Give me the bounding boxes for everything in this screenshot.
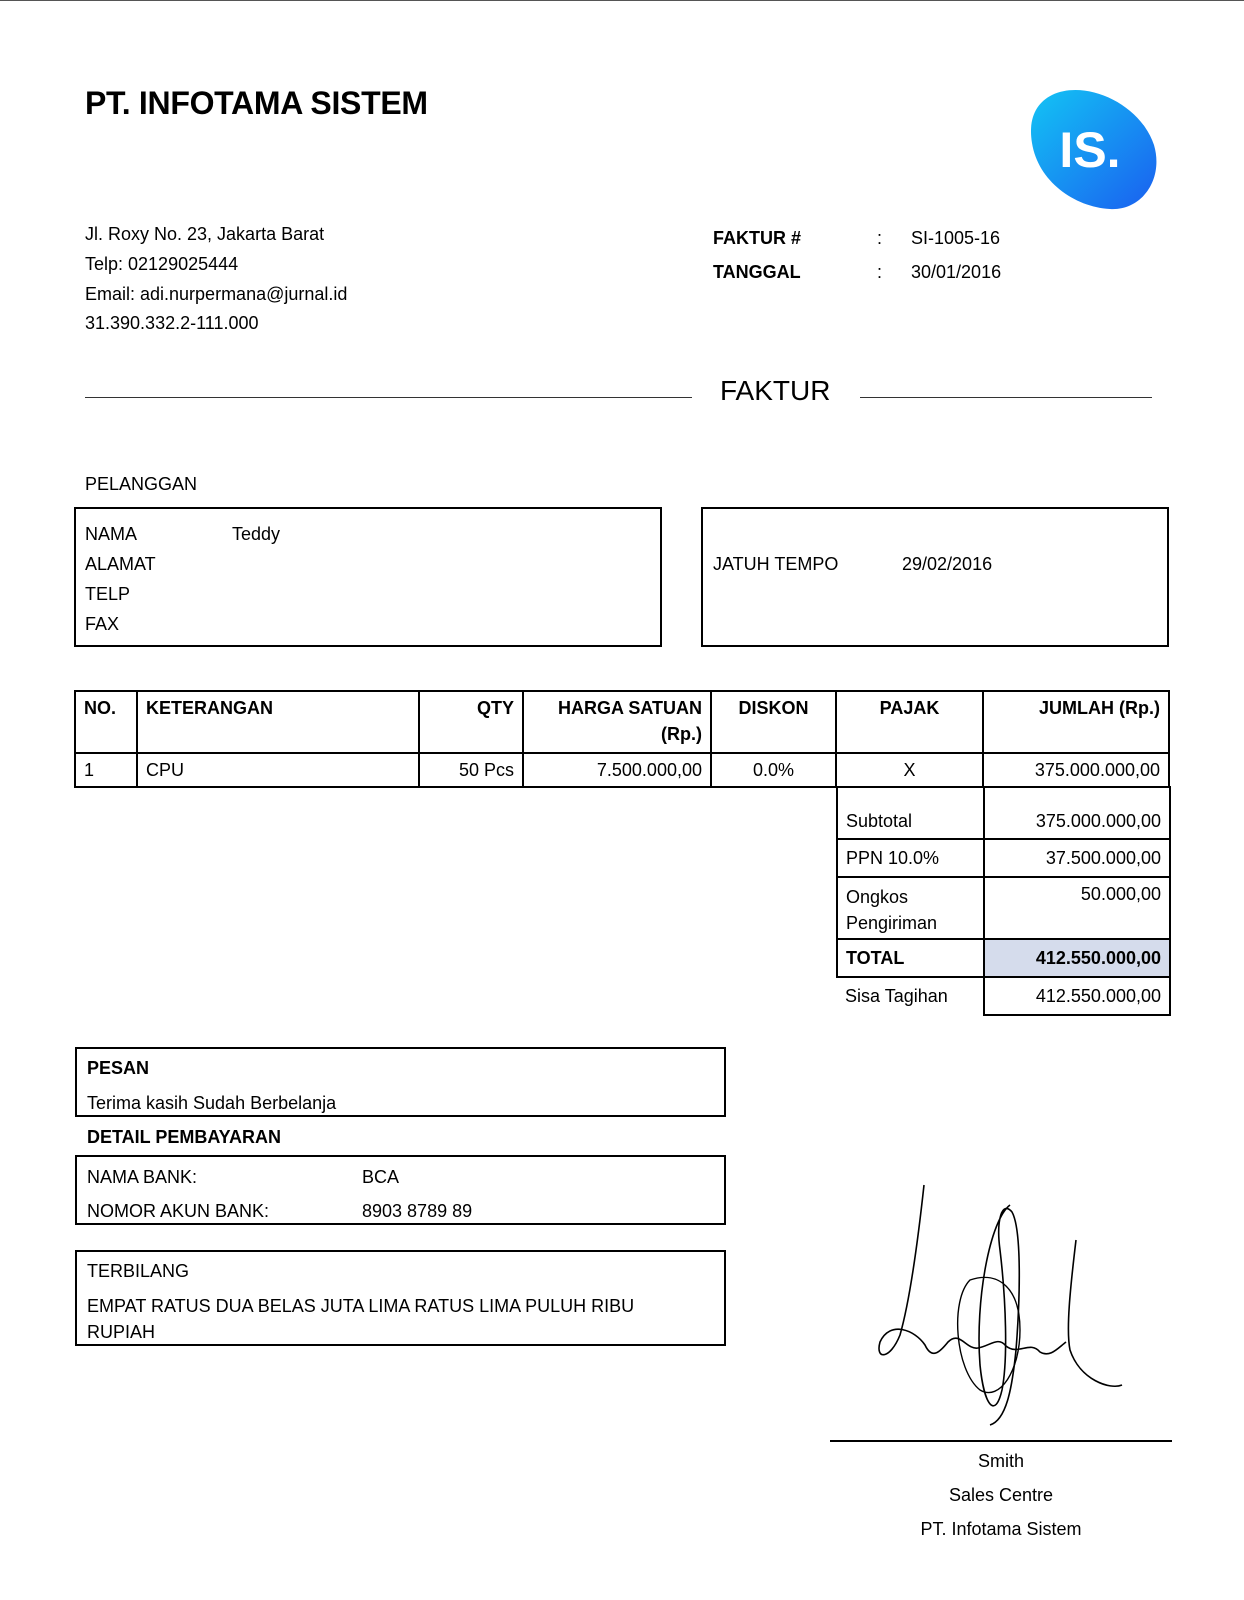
ppn-value: 37.500.000,00 xyxy=(984,839,1170,877)
shipping-row xyxy=(837,877,1170,939)
total-row xyxy=(837,939,1170,977)
customer-address-label: ALAMAT xyxy=(85,554,156,574)
invoice-date: 30/01/2016 xyxy=(911,262,1002,282)
balance-label: Sisa Tagihan xyxy=(837,977,984,1015)
title-line-right xyxy=(860,397,1152,398)
shipping-label: Ongkos Pengiriman xyxy=(837,877,984,939)
customer-section-label: PELANGGAN xyxy=(85,474,198,494)
due-date: 29/02/2016 xyxy=(902,554,993,574)
signatory-company: PT. Infotama Sistem xyxy=(920,1519,1082,1539)
cell-desc: CPU xyxy=(137,753,419,787)
col-header-amount: JUMLAH (Rp.) xyxy=(983,691,1169,753)
signature-line xyxy=(830,1440,1172,1442)
shipping-value: 50.000,00 xyxy=(984,877,1170,939)
subtotal-row xyxy=(837,787,1170,839)
company-address: Jl. Roxy No. 23, Jakarta Barat xyxy=(85,224,325,244)
col-header-tax: PAJAK xyxy=(836,691,983,753)
cell-discount: 0.0% xyxy=(711,753,836,787)
due-box xyxy=(701,507,1169,647)
logo-text: IS. xyxy=(1059,122,1121,178)
terbilang-box xyxy=(75,1250,726,1346)
col-header-no: NO. xyxy=(75,691,137,753)
invoice-number-label: FAKTUR # xyxy=(713,228,802,248)
total-value: 412.550.000,00 xyxy=(984,939,1170,977)
sep: : xyxy=(877,262,883,282)
company-email: Email: adi.nurpermana@jurnal.id xyxy=(85,284,348,304)
balance-value: 412.550.000,00 xyxy=(984,977,1170,1015)
sep: : xyxy=(877,228,883,248)
ppn-label: PPN 10.0% xyxy=(837,839,984,877)
document-title: FAKTUR xyxy=(720,375,831,406)
signature-image xyxy=(870,1180,1140,1435)
invoice-number: SI-1005-16 xyxy=(911,228,1001,248)
company-name: PT. INFOTAMA SISTEM xyxy=(85,85,428,121)
company-tax-id: 31.390.332.2-111.000 xyxy=(85,313,259,333)
terbilang-text: EMPAT RATUS DUA BELAS JUTA LIMA RATUS LIMA PULUH RIBU RUPIAH xyxy=(87,1296,635,1342)
payment-label: DETAIL PEMBAYARAN xyxy=(87,1127,282,1147)
company-logo xyxy=(1030,85,1160,215)
cell-no: 1 xyxy=(75,753,137,787)
balance-row xyxy=(837,977,1170,1015)
table-row xyxy=(75,753,1169,787)
subtotal-label: Subtotal xyxy=(837,787,984,839)
customer-name-label: NAMA xyxy=(85,524,138,544)
message-box xyxy=(75,1047,726,1117)
company-phone: Telp: 02129025444 xyxy=(85,254,239,274)
title-line-left xyxy=(85,397,692,398)
total-label: TOTAL xyxy=(837,939,984,977)
signatory-name: Smith xyxy=(977,1451,1024,1471)
signatory-role: Sales Centre xyxy=(948,1485,1054,1505)
totals-table xyxy=(836,786,1171,1016)
invoice-date-label: TANGGAL xyxy=(713,262,801,282)
customer-box xyxy=(74,507,662,647)
payment-box xyxy=(75,1155,726,1225)
top-border xyxy=(0,0,1244,1)
message-label: PESAN xyxy=(87,1058,150,1078)
account-number: 8903 8789 89 xyxy=(362,1201,473,1221)
bank-label: NAMA BANK: xyxy=(87,1167,198,1187)
account-label: NOMOR AKUN BANK: xyxy=(87,1201,270,1221)
subtotal-value: 375.000.000,00 xyxy=(984,787,1170,839)
cell-tax: X xyxy=(836,753,983,787)
due-label: JATUH TEMPO xyxy=(713,554,839,574)
customer-name: Teddy xyxy=(232,524,281,544)
customer-phone-label: TELP xyxy=(85,584,131,604)
col-header-desc: KETERANGAN xyxy=(137,691,419,753)
cell-price: 7.500.000,00 xyxy=(523,753,711,787)
ppn-row xyxy=(837,839,1170,877)
message-text: Terima kasih Sudah Berbelanja xyxy=(87,1093,337,1113)
cell-amount: 375.000.000,00 xyxy=(983,753,1169,787)
table-header-row xyxy=(75,691,1169,753)
col-header-qty: QTY xyxy=(419,691,523,753)
customer-fax-label: FAX xyxy=(85,614,120,634)
col-header-price: HARGA SATUAN (Rp.) xyxy=(523,691,711,753)
col-header-discount: DISKON xyxy=(711,691,836,753)
cell-qty: 50 Pcs xyxy=(419,753,523,787)
items-table xyxy=(74,690,1170,788)
bank-name: BCA xyxy=(362,1167,400,1187)
terbilang-label: TERBILANG xyxy=(87,1261,190,1281)
